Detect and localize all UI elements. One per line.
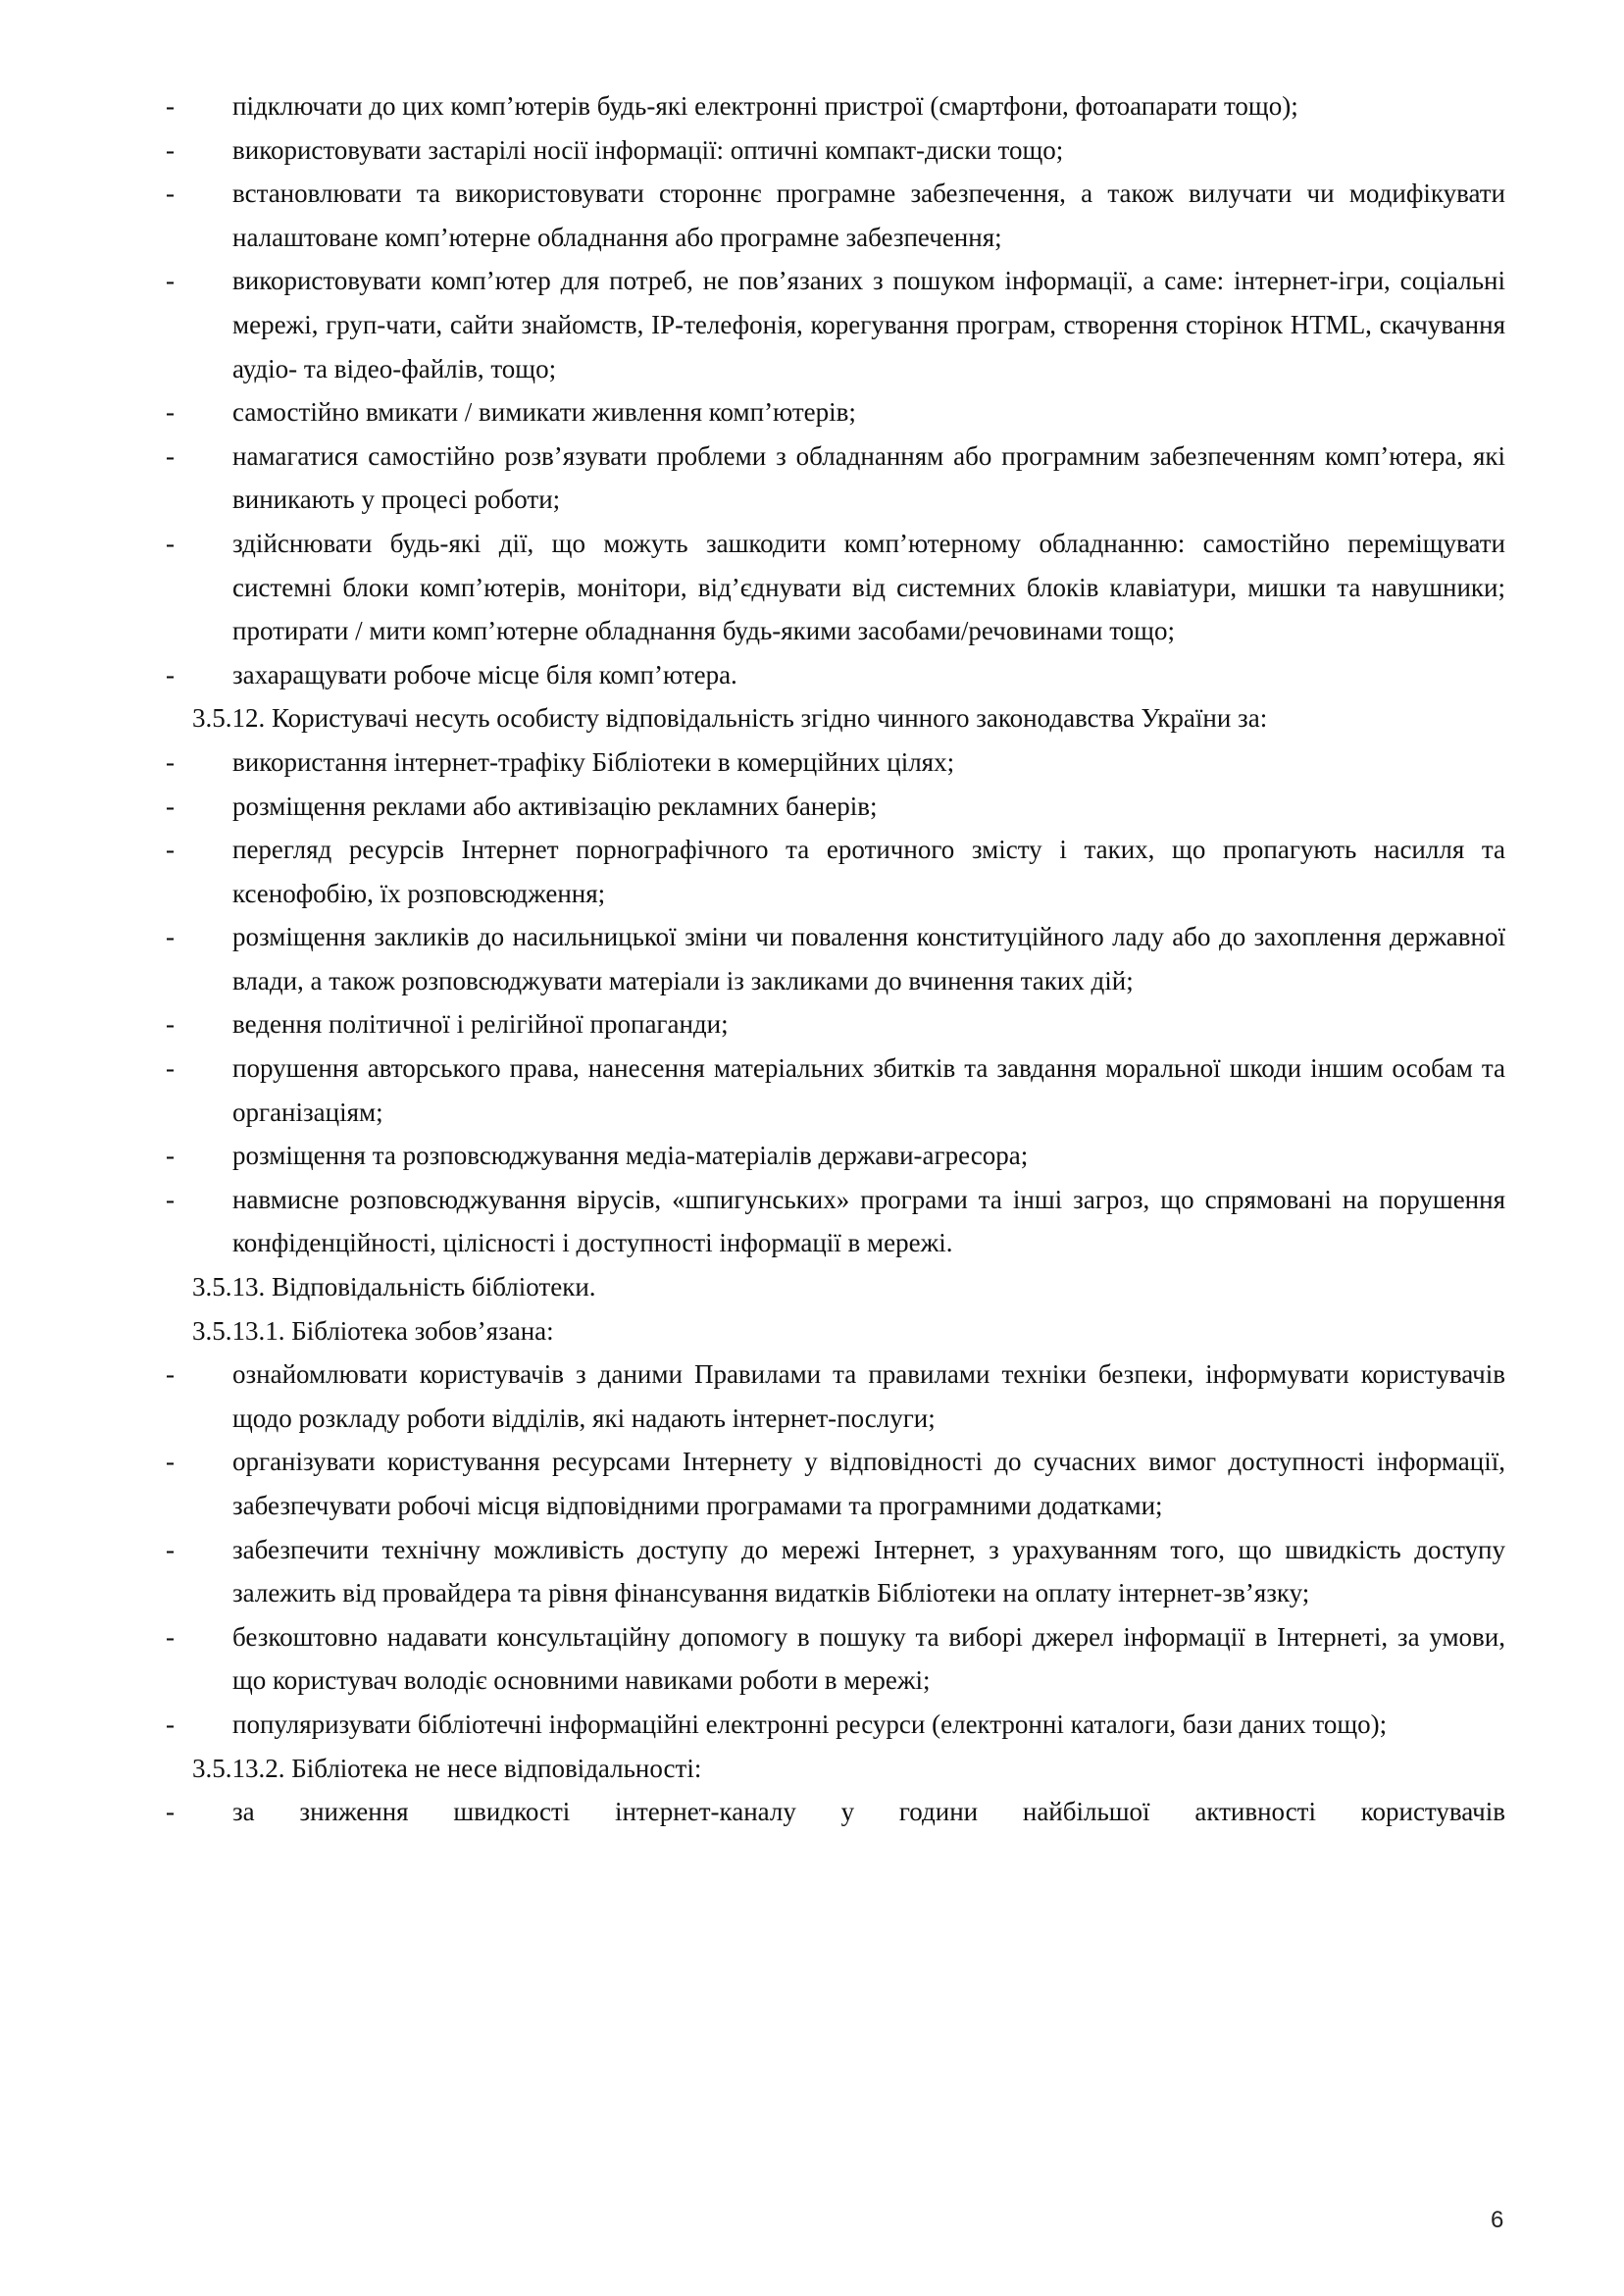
list-item [164, 1178, 1505, 1265]
bullet-dash: - [166, 528, 175, 558]
library-obligations-list [164, 1352, 1505, 1746]
bullet-dash: - [166, 1009, 175, 1040]
bullet-dash: - [166, 266, 175, 296]
list-item-text: перегляд ресурсів Інтернет порнографічного та еротичного змісту і таких, що пропагують насилля та ксенофобію, їх розповсюдження; [232, 835, 1505, 908]
list-item-text: навмисне розповсюджування вірусів, «шпигунських» програми та інші загроз, що спрямовані на порушення конфіденційності, цілісності і доступності інформації в мережі. [232, 1184, 1505, 1258]
list-item-text: використання інтернет-трафіку Бібліотеки в комерційних цілях; [232, 746, 955, 777]
list-item [164, 522, 1505, 653]
section-3-5-12-paragraph: 3.5.12. Користувачі несуть особисту відповідальність згідно чинного законодавства України за: [192, 703, 1268, 734]
document-page [164, 84, 1505, 1834]
bullet-dash: - [166, 1534, 175, 1564]
list-item [164, 434, 1505, 522]
bullet-dash: - [166, 1797, 175, 1827]
user-liability-list [164, 740, 1505, 1265]
list-item-text: забезпечити технічну можливість доступу до мережі Інтернет, з урахуванням того, що швидкість доступу залежить від провайдера та рівня фінансування видатків Бібліотеки на оплату інтернет-зв’язку; [232, 1534, 1505, 1608]
list-item [164, 915, 1505, 1002]
prohibited-actions-list [164, 84, 1505, 696]
list-item-text: безкоштовно надавати консультаційну допомогу в пошуку та виборі джерел інформації в Інтернеті, за умови, що користувач володіє основними навиками роботи в мережі; [232, 1621, 1505, 1696]
list-item [164, 1002, 1505, 1046]
list-item [164, 128, 1505, 173]
list-item-text: ознайомлювати користувачів з даними Правилами та правилами техніки безпеки, інформувати користувачів щодо розкладу роботи відділів, які надають інтернет-послуги; [232, 1359, 1505, 1433]
list-item [164, 653, 1505, 697]
library-non-liability-list [164, 1790, 1505, 1834]
list-item-text: розміщення закликів до насильницької зміни чи повалення конституційного ладу або до захоплення державної влади, а також розповсюджувати матеріали із закликами до вчинення таких дій; [232, 922, 1505, 995]
bullet-dash: - [166, 1184, 175, 1214]
page-number: 6 [1491, 2207, 1504, 2233]
list-item [164, 1046, 1505, 1134]
list-item-text: розміщення реклами або активізацію рекламних банерів; [232, 791, 878, 821]
list-item-text: підключати до цих комп’ютерів будь-які електронні пристрої (смартфони, фотоапарати тощо); [232, 91, 1298, 121]
bullet-dash: - [166, 1141, 175, 1171]
bullet-dash: - [166, 1447, 175, 1477]
list-item-text: порушення авторського права, нанесення матеріальних збитків та завдання моральної шкоди іншим особам та організаціям; [232, 1053, 1505, 1127]
list-item [164, 1440, 1505, 1527]
list-item [164, 1352, 1505, 1440]
list-item [164, 828, 1505, 915]
list-item [164, 259, 1505, 390]
list-item [164, 84, 1505, 128]
bullet-dash: - [166, 1359, 175, 1390]
list-item-text: за зниження швидкості інтернет-каналу у години найбільшої активності користувачів [232, 1797, 1505, 1827]
bullet-dash: - [166, 1709, 175, 1739]
list-item-text: здійснювати будь-які дії, що можуть зашкодити комп’ютерному обладнанню: самостійно переміщувати системні блоки комп’ютерів, монітори, від’єднувати від системних блоків клавіатури, мишки та навушники; протирати / мити комп’ютерне обладнання будь-якими засобами/речовинами тощо; [232, 528, 1505, 646]
list-item-text: використовувати застарілі носії інформації: оптичні компакт-диски тощо; [232, 134, 1064, 165]
list-item [164, 1790, 1505, 1834]
bullet-dash: - [166, 1053, 175, 1084]
list-item-text: захаращувати робоче місце біля комп’ютера. [232, 659, 737, 689]
list-item-text: популяризувати бібліотечні інформаційні електронні ресурси (електронні каталоги, бази даних тощо); [232, 1709, 1388, 1739]
list-item-text: самостійно вмикати / вимикати живлення комп’ютерів; [232, 397, 856, 428]
list-item-text: ведення політичної і релігійної пропаганди; [232, 1009, 729, 1040]
bullet-dash: - [166, 791, 175, 821]
list-item [164, 1703, 1505, 1747]
list-item-text: встановлювати та використовувати стороннє програмне забезпечення, а також вилучати чи модифікувати налаштоване комп’ютерне обладнання або програмне забезпечення; [232, 179, 1505, 252]
section-3-5-13-2-heading: 3.5.13.2. Бібліотека не несе відповідальності: [192, 1753, 702, 1783]
bullet-dash: - [166, 746, 175, 777]
list-item [164, 1615, 1505, 1703]
list-item-text: намагатися самостійно розв’язувати проблеми з обладнанням або програмним забезпеченням комп’ютера, які виникають у процесі роботи; [232, 440, 1505, 515]
list-item [164, 1528, 1505, 1615]
list-item [164, 740, 1505, 785]
list-item [164, 390, 1505, 434]
section-3-5-13-1-heading: 3.5.13.1. Бібліотека зобов’язана: [192, 1315, 554, 1346]
bullet-dash: - [166, 91, 175, 121]
bullet-dash: - [166, 1621, 175, 1652]
bullet-dash: - [166, 659, 175, 689]
bullet-dash: - [166, 397, 175, 428]
list-item [164, 172, 1505, 259]
bullet-dash: - [166, 440, 175, 471]
bullet-dash: - [166, 922, 175, 952]
list-item [164, 785, 1505, 829]
bullet-dash: - [166, 134, 175, 165]
list-item-text: розміщення та розповсюджування медіа-матеріалів держави-агресора; [232, 1141, 1029, 1171]
bullet-dash: - [166, 835, 175, 865]
list-item [164, 1134, 1505, 1178]
list-item-text: організувати користування ресурсами Інтернету у відповідності до сучасних вимог доступності інформації, забезпечувати робочі місця відповідними програмами та програмними додатками; [232, 1447, 1505, 1520]
section-3-5-13-heading: 3.5.13. Відповідальність бібліотеки. [192, 1272, 596, 1302]
bullet-dash: - [166, 179, 175, 209]
list-item-text: використовувати комп’ютер для потреб, не пов’язаних з пошуком інформації, а саме: інтернет-ігри, соціальні мережі, груп-чати, сайти знайомств, IP-телефонія, корегування програм, створення сторінок HTML, скачування аудіо- та відео-файлів, тощо; [232, 266, 1505, 383]
